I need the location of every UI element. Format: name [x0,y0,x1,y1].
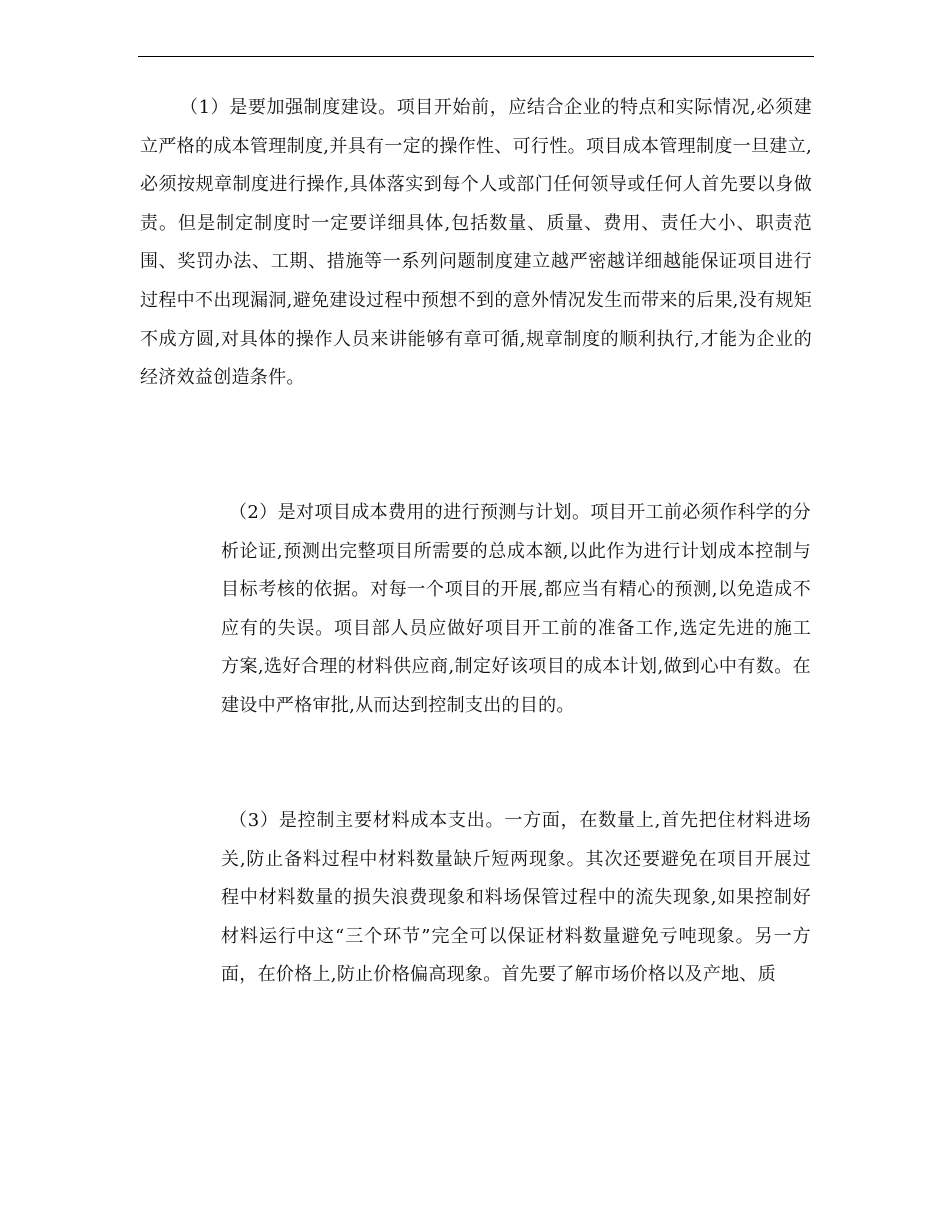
paragraph-3: （3）是控制主要材料成本支出。一方面，在数量上,首先把住材料进场关,防止备料过程中材料数量缺斤短两现象。其次还要避免在项目开展过程中材料数量的损失浪费现象和料场保管过程中的流失现象,如果控制好材料运行中这“三个环节”完全可以保证材料数量避免亏吨现象。另一方面，在价格上,防止价格偏高现象。首先要了解市场价格以及产地、质 [221,810,811,986]
paragraph-2: （2）是对项目成本费用的进行预测与计划。项目开工前必须作科学的分析论证,预测出完整项目所需要的总成本额,以此作为进行计划成本控制与目标考核的依据。对每一个项目的开展,都应当有精心的预测,以免造成不应有的失误。项目部人员应做好项目开工前的准备工作,选定先进的施工方案,选好合理的材料供应商,制定好该项目的成本计划,做到心中有数。在建设中严格审批,从而达到控制支出的目的。 [221,502,811,716]
paragraph-1: （1）是要加强制度建设。项目开始前，应结合企业的特点和实际情况,必须建立严格的成本管理制度,并具有一定的操作性、可行性。项目成本管理制度一旦建立,必须按规章制度进行操作,具体落实到每个人或部门任何领导或任何人首先要以身做责。但是制定制度时一定要详细具体,包括数量、质量、费用、责任大小、职责范围、奖罚办法、工期、措施等一系列问题制度建立越严密越详细越能保证项目进行过程中不出现漏洞,避免建设过程中预想不到的意外情况发生而带来的后果,没有规矩不成方圆,对具体的操作人员来讲能够有章可循,规章制度的顺利执行,才能为企业的经济效益创造条件。 [140,97,812,389]
header-rule [138,56,814,57]
